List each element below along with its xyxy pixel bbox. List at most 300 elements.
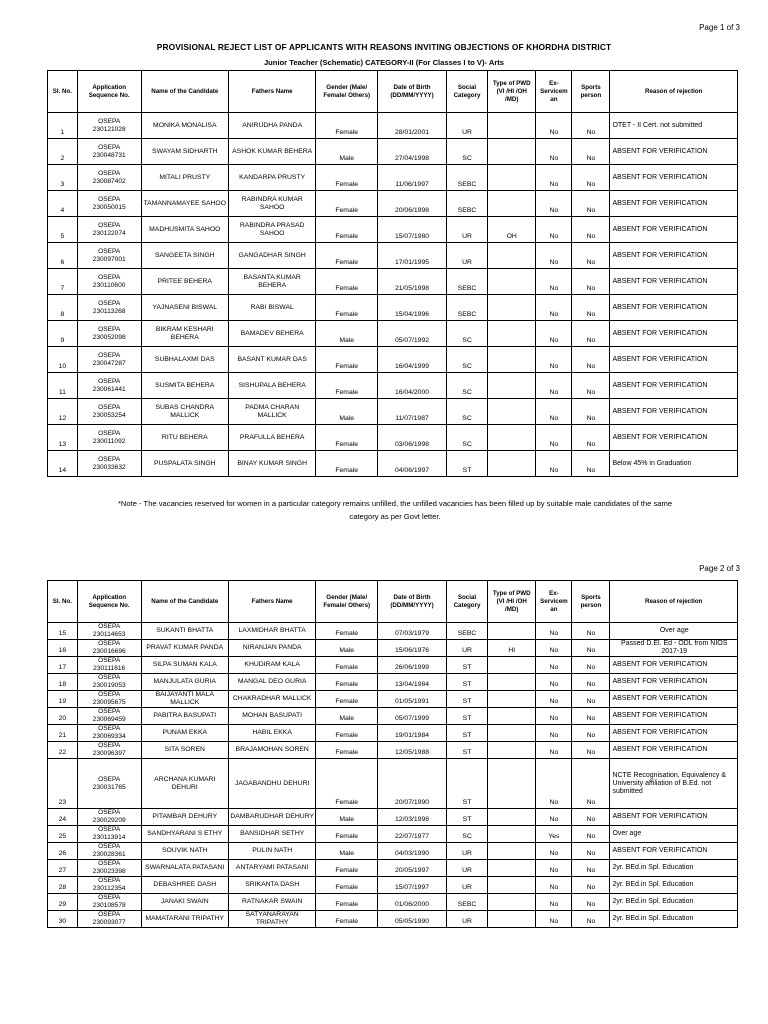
category-cell: ST — [446, 725, 487, 742]
ex-serviceman-cell: No — [536, 269, 572, 295]
sports-cell: No — [572, 691, 610, 708]
pwd-cell — [488, 657, 536, 674]
dob-cell: 28/01/2001 — [378, 113, 447, 139]
dob-cell: 01/06/2000 — [378, 894, 447, 911]
dob-cell: 26/06/1999 — [378, 657, 447, 674]
pwd-cell — [488, 139, 536, 165]
application-prefix: OSEPA — [98, 623, 121, 630]
application-prefix: OSEPA — [98, 455, 121, 463]
candidate-name-cell: SITA SOREN — [141, 742, 228, 759]
reason-cell: ABSENT FOR VERIFICATION — [610, 425, 738, 451]
sports-cell: No — [572, 623, 610, 640]
page-number-2: Page 2 of 3 — [699, 564, 740, 573]
application-no-cell — [77, 191, 141, 217]
category-cell: ST — [446, 674, 487, 691]
sports-cell: No — [572, 742, 610, 759]
application-no-cell — [77, 217, 141, 243]
application-number: 230053254 — [92, 411, 126, 419]
application-no-cell — [77, 691, 141, 708]
category-cell: UR — [446, 243, 487, 269]
pwd-cell — [488, 623, 536, 640]
sl-no-cell: 14 — [48, 451, 78, 477]
candidate-name-cell: SOUVIK NATH — [141, 843, 228, 860]
application-no-cell — [77, 674, 141, 691]
gender-cell: Female — [316, 217, 378, 243]
application-no-cell — [77, 860, 141, 877]
ex-serviceman-cell: Yes — [536, 826, 572, 843]
application-no-cell — [77, 347, 141, 373]
ex-serviceman-cell: No — [536, 113, 572, 139]
category-cell: ST — [446, 657, 487, 674]
table-row — [48, 243, 738, 269]
father-name-cell: RABINDRA PRASAD SAHOO — [228, 217, 315, 243]
pwd-cell — [488, 399, 536, 425]
table-row — [48, 321, 738, 347]
category-cell: ST — [446, 691, 487, 708]
candidate-name-cell: MANJULATA GURIA — [141, 674, 228, 691]
header-father-name: Fathers Name — [228, 71, 315, 113]
category-cell: ST — [446, 451, 487, 477]
application-number: 230113268 — [92, 307, 126, 315]
application-number: 230112354 — [92, 885, 126, 892]
ex-serviceman-cell: No — [536, 809, 572, 826]
ex-serviceman-cell: No — [536, 640, 572, 657]
father-name-cell: SATYANARAYAN TRIPATHY — [228, 911, 315, 928]
father-name-cell: PULIN NATH — [228, 843, 315, 860]
sl-no-cell: 16 — [48, 640, 78, 657]
pwd-cell — [488, 347, 536, 373]
candidate-name-cell: BIKRAM KESHARI BEHERA — [141, 321, 228, 347]
table-row — [48, 911, 738, 928]
gender-cell: Female — [316, 674, 378, 691]
ex-serviceman-cell: No — [536, 860, 572, 877]
application-number: 230093077 — [92, 919, 126, 926]
application-prefix: OSEPA — [98, 351, 121, 359]
header-reason: Reason of rejection — [610, 581, 738, 623]
category-cell: SC — [446, 321, 487, 347]
gender-cell: Female — [316, 860, 378, 877]
sports-cell: No — [572, 809, 610, 826]
application-no-cell — [77, 640, 141, 657]
sl-no-cell: 11 — [48, 373, 78, 399]
application-number: 230019053 — [92, 682, 126, 689]
candidate-name-cell: SUKANTI BHATTA — [141, 623, 228, 640]
application-number: 230121028 — [92, 125, 126, 133]
table-row — [48, 708, 738, 725]
application-number: 230031765 — [92, 783, 126, 791]
ex-serviceman-cell: No — [536, 425, 572, 451]
application-number: 230048731 — [92, 151, 126, 159]
application-no-cell — [77, 295, 141, 321]
candidate-name-cell: SANGEETA SINGH — [141, 243, 228, 269]
sports-cell: No — [572, 894, 610, 911]
candidate-name-cell: PRAVAT KUMAR PANDA — [141, 640, 228, 657]
gender-cell: Female — [316, 165, 378, 191]
candidate-name-cell: MAMATARANI TRIPATHY — [141, 911, 228, 928]
table-row — [48, 742, 738, 759]
pwd-cell — [488, 860, 536, 877]
pwd-cell — [488, 674, 536, 691]
candidate-name-cell: PABITRA BASUPATI — [141, 708, 228, 725]
table-row — [48, 425, 738, 451]
ex-serviceman-cell: No — [536, 139, 572, 165]
page-number-1: Page 1 of 3 — [699, 23, 740, 32]
header-ex-serviceman: Ex-Servicem an — [536, 581, 572, 623]
table-row — [48, 113, 738, 139]
application-no-cell — [77, 826, 141, 843]
table-row — [48, 139, 738, 165]
dob-cell: 16/04/2000 — [378, 373, 447, 399]
table-row — [48, 399, 738, 425]
header-father-name: Fathers Name — [228, 581, 315, 623]
father-name-cell: SISHUPALA BEHERA — [228, 373, 315, 399]
gender-cell: Female — [316, 725, 378, 742]
application-no-cell — [77, 243, 141, 269]
father-name-cell: NIRANJAN PANDA — [228, 640, 315, 657]
sports-cell: No — [572, 113, 610, 139]
table-row — [48, 269, 738, 295]
category-cell: SEBC — [446, 191, 487, 217]
father-name-cell: BRAJAMOHAN SOREN — [228, 742, 315, 759]
application-number: 230069334 — [92, 733, 126, 740]
reason-cell: Over age — [610, 623, 738, 640]
father-name-cell: ANTARYAMI PATASANI — [228, 860, 315, 877]
application-number: 230087402 — [92, 177, 126, 185]
application-number: 230095675 — [92, 699, 126, 706]
father-name-cell: KANDARPA PRUSTY — [228, 165, 315, 191]
table-row — [48, 894, 738, 911]
gender-cell: Male — [316, 708, 378, 725]
application-prefix: OSEPA — [98, 143, 121, 151]
application-no-cell — [77, 894, 141, 911]
table-row — [48, 725, 738, 742]
reason-cell: ABSENT FOR VERIFICATION — [610, 269, 738, 295]
dob-cell: 22/07/1977 — [378, 826, 447, 843]
category-cell: UR — [446, 911, 487, 928]
dob-cell: 05/07/1992 — [378, 321, 447, 347]
header-category: Social Category — [446, 581, 487, 623]
dob-cell: 11/07/1987 — [378, 399, 447, 425]
application-no-cell — [77, 425, 141, 451]
reason-cell: 2yr. BEd.in Spl. Education — [610, 911, 738, 928]
sl-no-cell: 17 — [48, 657, 78, 674]
dob-cell: 16/04/1999 — [378, 347, 447, 373]
application-number: 230110600 — [92, 281, 126, 289]
application-prefix: OSEPA — [98, 708, 121, 715]
gender-cell: Female — [316, 759, 378, 809]
reason-cell: ABSENT FOR VERIFICATION — [610, 165, 738, 191]
sports-cell: No — [572, 640, 610, 657]
gender-cell: Female — [316, 877, 378, 894]
header-application-no: Application Sequence No. — [77, 71, 141, 113]
gender-cell: Male — [316, 809, 378, 826]
gender-cell: Female — [316, 191, 378, 217]
document-title: PROVISIONAL REJECT LIST OF APPLICANTS WITH REASONS INVITING OBJECTIONS OF KHORDHA DISTRICT — [156, 42, 612, 52]
application-no-cell — [77, 657, 141, 674]
ex-serviceman-cell: No — [536, 843, 572, 860]
candidate-name-cell: MITALI PRUSTY — [141, 165, 228, 191]
application-number: 230108578 — [92, 902, 126, 909]
application-prefix: OSEPA — [98, 809, 121, 816]
table-row — [48, 165, 738, 191]
category-cell: ST — [446, 708, 487, 725]
category-cell: UR — [446, 640, 487, 657]
header-pwd: Type of PWD (VI /HI /OH /MD) — [488, 71, 536, 113]
father-name-cell: JAGABANDHU DEHURI — [228, 759, 315, 809]
category-cell: SC — [446, 139, 487, 165]
category-cell: SEBC — [446, 295, 487, 321]
ex-serviceman-cell: No — [536, 347, 572, 373]
reason-cell: ABSENT FOR VERIFICATION — [610, 139, 738, 165]
pwd-cell — [488, 809, 536, 826]
gender-cell: Female — [316, 347, 378, 373]
category-cell: SEBC — [446, 623, 487, 640]
candidate-name-cell: PUNAM EKKA — [141, 725, 228, 742]
dob-cell: 01/05/1991 — [378, 691, 447, 708]
candidate-name-cell: SWAYAM SIDHARTH — [141, 139, 228, 165]
gender-cell: Female — [316, 691, 378, 708]
dob-cell: 07/03/1979 — [378, 623, 447, 640]
sl-no-cell: 25 — [48, 826, 78, 843]
application-no-cell — [77, 843, 141, 860]
application-prefix: OSEPA — [98, 429, 121, 437]
father-name-cell: DAMBARUDHAR DEHURY — [228, 809, 315, 826]
candidate-name-cell: SUBHALAXMI DAS — [141, 347, 228, 373]
reason-cell: 2yr. BEd.in Spl. Education — [610, 877, 738, 894]
father-name-cell: BANSIDHAR SETHY — [228, 826, 315, 843]
sports-cell: No — [572, 657, 610, 674]
sports-cell: No — [572, 860, 610, 877]
candidate-name-cell: SILPA SUMAN KALA — [141, 657, 228, 674]
sl-no-cell: 29 — [48, 894, 78, 911]
father-name-cell: BINAY KUMAR SINGH — [228, 451, 315, 477]
sports-cell: No — [572, 373, 610, 399]
candidate-name-cell: ARCHANA KUMARI DEHURI — [141, 759, 228, 809]
sports-cell: No — [572, 826, 610, 843]
ex-serviceman-cell: No — [536, 674, 572, 691]
category-cell: UR — [446, 113, 487, 139]
sports-cell: No — [572, 217, 610, 243]
table-row — [48, 809, 738, 826]
application-no-cell — [77, 451, 141, 477]
header-dob: Date of Birth (DD/MM/YYYY) — [378, 581, 447, 623]
reject-table-page-1 — [47, 70, 738, 477]
header-ex-serviceman: Ex-Servicem an — [536, 71, 572, 113]
dob-cell: 19/01/1984 — [378, 725, 447, 742]
reason-cell: Passed D.El. Ed - ODL from NIOS 2017-19 — [610, 640, 738, 657]
reason-cell: 2yr. BEd.in Spl. Education — [610, 860, 738, 877]
candidate-name-cell: PUSPALATA SINGH — [141, 451, 228, 477]
sl-no-cell: 24 — [48, 809, 78, 826]
candidate-name-cell: SWARNALATA PATASANI — [141, 860, 228, 877]
father-name-cell: RABI BISWAL — [228, 295, 315, 321]
sports-cell: No — [572, 191, 610, 217]
ex-serviceman-cell: No — [536, 451, 572, 477]
application-number: 230096397 — [92, 750, 126, 757]
application-prefix: OSEPA — [98, 911, 121, 918]
header-pwd: Type of PWD (VI /HI /OH /MD) — [488, 581, 536, 623]
reason-cell: ABSENT FOR VERIFICATION — [610, 191, 738, 217]
dob-cell: 04/03/1990 — [378, 843, 447, 860]
dob-cell: 27/04/1998 — [378, 139, 447, 165]
father-name-cell: MANGAL DEO GURIA — [228, 674, 315, 691]
gender-cell: Male — [316, 139, 378, 165]
vacancy-note — [55, 497, 735, 523]
application-no-cell — [77, 708, 141, 725]
ex-serviceman-cell: No — [536, 708, 572, 725]
father-name-cell: CHAKRADHAR MALLICK — [228, 691, 315, 708]
sports-cell: No — [572, 321, 610, 347]
sl-no-cell: 28 — [48, 877, 78, 894]
application-number: 230061441 — [92, 385, 126, 393]
father-name-cell: SRIKANTA DASH — [228, 877, 315, 894]
header-sl-no: Sl. No. — [48, 581, 78, 623]
table-row — [48, 640, 738, 657]
table-row — [48, 295, 738, 321]
father-name-cell: RABINDRA KUMAR SAHOO — [228, 191, 315, 217]
header-application-no: Application Sequence No. — [77, 581, 141, 623]
sl-no-cell: 3 — [48, 165, 78, 191]
sl-no-cell: 5 — [48, 217, 78, 243]
sports-cell: No — [572, 425, 610, 451]
application-no-cell — [77, 165, 141, 191]
sports-cell: No — [572, 911, 610, 928]
candidate-name-cell: TAMANNAMAYEE SAHOO — [141, 191, 228, 217]
father-name-cell: MOHAN BASUPATI — [228, 708, 315, 725]
application-no-cell — [77, 399, 141, 425]
application-prefix: OSEPA — [98, 325, 121, 333]
table-header-row — [48, 71, 738, 113]
sl-no-cell: 15 — [48, 623, 78, 640]
application-prefix: OSEPA — [98, 273, 121, 281]
candidate-name-cell: PRITEE BEHERA — [141, 269, 228, 295]
application-number: 230122074 — [92, 229, 126, 237]
gender-cell: Male — [316, 399, 378, 425]
dob-cell: 20/05/1997 — [378, 860, 447, 877]
pwd-cell — [488, 843, 536, 860]
candidate-name-cell: RITU BEHERA — [141, 425, 228, 451]
pwd-cell — [488, 373, 536, 399]
reason-cell: Below 45% in Graduation — [610, 451, 738, 477]
father-name-cell: KHUDIRAM KALA — [228, 657, 315, 674]
table-row — [48, 657, 738, 674]
sl-no-cell: 10 — [48, 347, 78, 373]
application-no-cell — [77, 725, 141, 742]
table-row — [48, 373, 738, 399]
application-prefix: OSEPA — [98, 826, 121, 833]
sl-no-cell: 21 — [48, 725, 78, 742]
gender-cell: Female — [316, 657, 378, 674]
gender-cell: Female — [316, 894, 378, 911]
dob-cell: 12/03/1998 — [378, 809, 447, 826]
father-name-cell: LAXMIDHAR BHATTA — [228, 623, 315, 640]
sl-no-cell: 6 — [48, 243, 78, 269]
dob-cell: 12/05/1988 — [378, 742, 447, 759]
ex-serviceman-cell: No — [536, 165, 572, 191]
pwd-cell — [488, 911, 536, 928]
father-name-cell: BAMADEV BEHERA — [228, 321, 315, 347]
application-number: 230111616 — [93, 665, 126, 672]
dob-cell: 20/07/1990 — [378, 759, 447, 809]
application-prefix: OSEPA — [98, 674, 121, 681]
dob-cell: 20/06/1998 — [378, 191, 447, 217]
header-sports: Sports person — [572, 581, 610, 623]
ex-serviceman-cell: No — [536, 623, 572, 640]
sl-no-cell: 20 — [48, 708, 78, 725]
pwd-cell — [488, 425, 536, 451]
dob-cell: 13/04/1984 — [378, 674, 447, 691]
pwd-cell — [488, 165, 536, 191]
table-header-row — [48, 581, 738, 623]
category-cell: UR — [446, 877, 487, 894]
father-name-cell: ANIRUDHA PANDA — [228, 113, 315, 139]
ex-serviceman-cell: No — [536, 725, 572, 742]
application-prefix: OSEPA — [98, 742, 121, 749]
pwd-cell — [488, 451, 536, 477]
application-prefix: OSEPA — [98, 640, 121, 647]
pwd-cell — [488, 113, 536, 139]
pwd-cell — [488, 191, 536, 217]
sl-no-cell: 8 — [48, 295, 78, 321]
sports-cell: No — [572, 843, 610, 860]
candidate-name-cell: MADHUSMITA SAHOO — [141, 217, 228, 243]
father-name-cell: PADMA CHARAN MALLICK — [228, 399, 315, 425]
application-number: 230023398 — [92, 868, 126, 875]
reason-cell: ABSENT FOR VERIFICATION — [610, 243, 738, 269]
category-cell: ST — [446, 809, 487, 826]
ex-serviceman-cell: No — [536, 217, 572, 243]
application-no-cell — [77, 759, 141, 809]
application-number: 230029209 — [92, 817, 126, 824]
sports-cell: No — [572, 877, 610, 894]
application-number: 230016696 — [92, 648, 126, 655]
table-row — [48, 623, 738, 640]
ex-serviceman-cell: No — [536, 657, 572, 674]
dob-cell: 15/07/1997 — [378, 877, 447, 894]
category-cell: SEBC — [446, 269, 487, 295]
father-name-cell: BASANTA KUMAR BEHERA — [228, 269, 315, 295]
application-no-cell — [77, 877, 141, 894]
reason-cell: 2yr. BEd.in Spl. Education — [610, 894, 738, 911]
father-name-cell: GANGADHAR SINGH — [228, 243, 315, 269]
sl-no-cell: 26 — [48, 843, 78, 860]
dob-cell: 15/06/1976 — [378, 640, 447, 657]
candidate-name-cell: PITAMBAR DEHURY — [141, 809, 228, 826]
application-no-cell — [77, 809, 141, 826]
gender-cell: Female — [316, 243, 378, 269]
candidate-name-cell: SANDHYARANI S ETHY — [141, 826, 228, 843]
pwd-cell — [488, 269, 536, 295]
application-number: 230114653 — [92, 631, 126, 638]
reason-cell: ABSENT FOR VERIFICATION — [610, 742, 738, 759]
sports-cell: No — [572, 165, 610, 191]
sl-no-cell: 22 — [48, 742, 78, 759]
category-cell: ST — [446, 759, 487, 809]
ex-serviceman-cell: No — [536, 191, 572, 217]
header-candidate-name: Name of the Candidate — [141, 581, 228, 623]
pwd-cell — [488, 725, 536, 742]
dob-cell: 04/06/1997 — [378, 451, 447, 477]
ex-serviceman-cell: No — [536, 399, 572, 425]
header-dob: Date of Birth (DD/MM/YYYY) — [378, 71, 447, 113]
table-row — [48, 191, 738, 217]
note-line-2: category as per Govt letter. — [349, 512, 441, 521]
table-row — [48, 691, 738, 708]
gender-cell: Male — [316, 640, 378, 657]
reason-cell: ABSENT FOR VERIFICATION — [610, 373, 738, 399]
dob-cell: 15/04/1996 — [378, 295, 447, 321]
table-row — [48, 877, 738, 894]
